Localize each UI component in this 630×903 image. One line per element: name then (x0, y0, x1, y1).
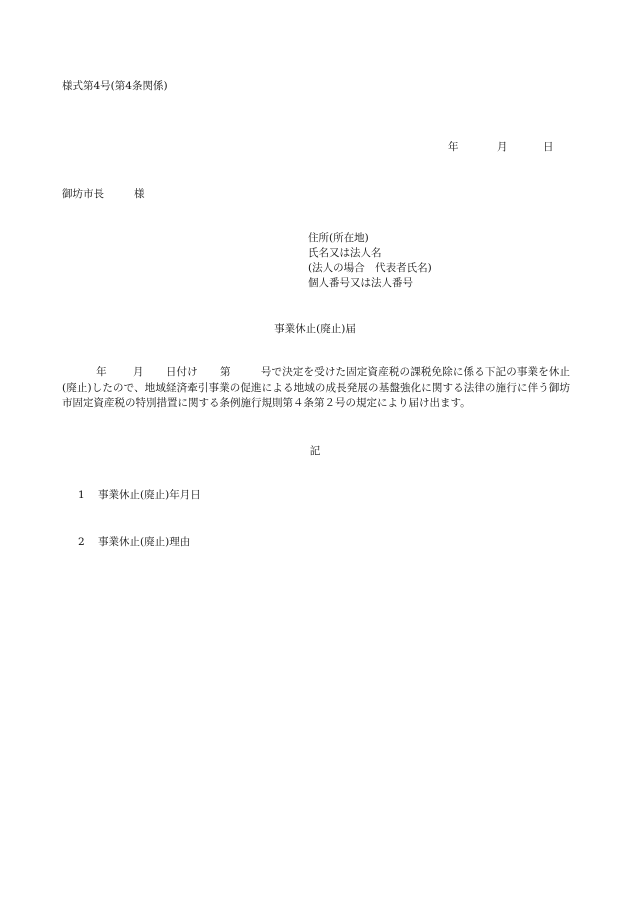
applicant-block (308, 231, 432, 291)
item-label: 事業休止(廃止)年月日 (98, 489, 201, 501)
form-number: 様式第4号(第4条関係) (62, 80, 168, 92)
body-month-label: 月 (132, 366, 144, 378)
applicant-id-number-label: 個人番号又は法人番号 (308, 277, 413, 289)
applicant-name-label: 氏名又は法人名 (308, 247, 382, 259)
applicant-address-label: 住所(所在地) (308, 232, 369, 244)
body-dai-label: 第 (219, 366, 231, 378)
date-year-label: 年 (448, 141, 459, 153)
body-paragraph (62, 365, 570, 412)
applicant-representative-label: (法人の場合 代表者氏名) (308, 262, 432, 274)
body-year-label: 年 (96, 366, 107, 378)
item-number: 1 (78, 489, 85, 501)
addressee-honorific: 様 (134, 188, 145, 200)
list-item (78, 488, 201, 503)
item-number: 2 (78, 536, 85, 548)
list-item (78, 535, 190, 550)
item-label: 事業休止(廃止)理由 (98, 536, 191, 548)
ki-heading: 記 (309, 445, 321, 457)
addressee-name: 御坊市長 (62, 188, 104, 200)
date-month-label: 月 (497, 141, 508, 153)
document-title: 事業休止(廃止)届 (274, 323, 356, 335)
body-date-label: 日付け (165, 366, 198, 378)
date-day-label: 日 (543, 141, 554, 153)
body-main-text: 号で決定を受けた固定資産税の課税免除に係る下記の事業を休止(廃止)したので、地域経済牽引事業の促進による地域の成長発展の基盤強化に関する法律の施行に伴う御坊市固定資産税の特別措置に関する条例施行規則第４条第２号の規定により届け出ます。 (62, 366, 571, 409)
